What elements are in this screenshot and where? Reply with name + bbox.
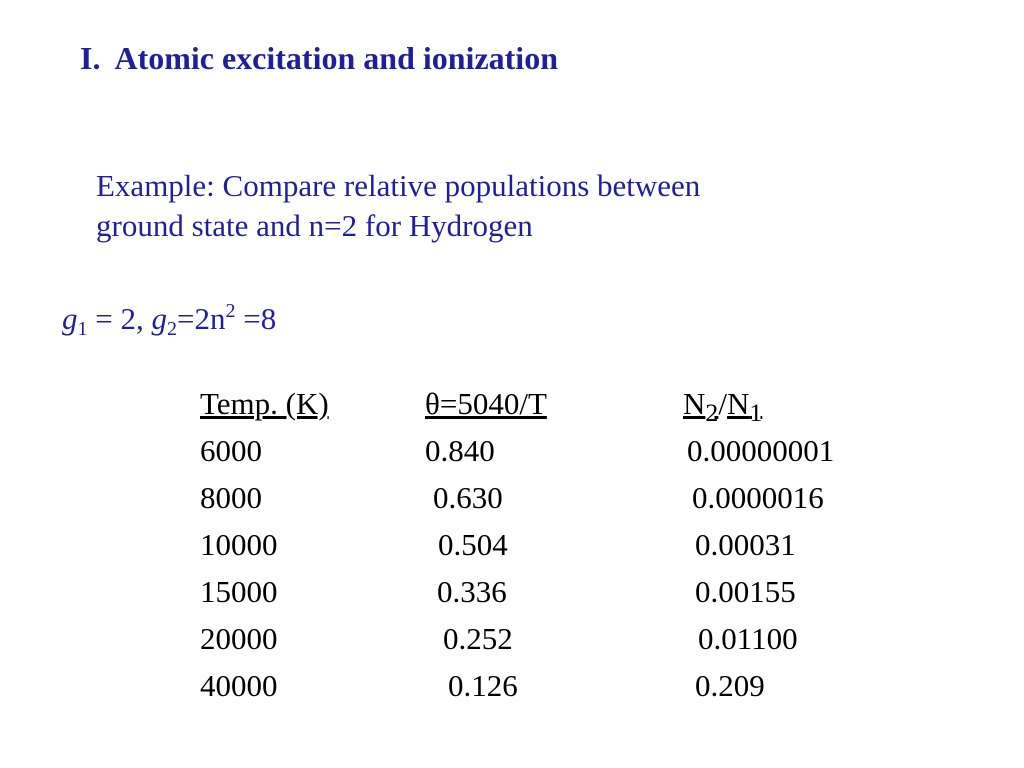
cell-temp: 8000: [200, 480, 262, 515]
title-number: I.: [80, 40, 101, 76]
formula-part-1: = 2,: [87, 301, 152, 336]
ratio-sub-2: 2: [705, 398, 719, 428]
cell-ratio: 0.00000001: [687, 433, 835, 468]
table-row: [200, 568, 900, 615]
table-row: [200, 521, 900, 568]
formula-exponent: 2: [225, 300, 236, 322]
ratio-n2: N: [683, 386, 706, 421]
degeneracy-formula: [62, 300, 276, 341]
example-text: [96, 166, 700, 246]
formula-part-2: =2n: [176, 301, 226, 336]
header-theta: θ=5040/T: [425, 386, 547, 421]
header-temp: Temp. (K): [200, 386, 329, 421]
ratio-n1: N: [726, 386, 750, 421]
cell-ratio: 0.209: [695, 668, 765, 703]
g1-symbol: g: [62, 301, 78, 336]
g2-subscript: 2: [166, 318, 177, 340]
cell-temp: 10000: [200, 527, 278, 562]
table-row: [200, 662, 900, 709]
table-row: [200, 474, 900, 521]
g2-symbol: g: [151, 301, 167, 336]
cell-theta: 0.504: [438, 527, 508, 562]
population-table: [200, 380, 900, 709]
cell-theta: 0.252: [443, 621, 513, 656]
table-row: [200, 427, 900, 474]
cell-temp: 20000: [200, 621, 278, 656]
cell-temp: 15000: [200, 574, 278, 609]
table-header-row: [200, 380, 900, 427]
cell-ratio: 0.00155: [695, 574, 796, 609]
cell-theta: 0.630: [433, 480, 503, 515]
slide-title: [80, 40, 558, 77]
g1-subscript: 1: [77, 318, 88, 340]
ratio-slash: /: [718, 386, 727, 421]
cell-ratio: 0.01100: [698, 621, 798, 656]
cell-temp: 6000: [200, 433, 262, 468]
formula-part-3: =8: [235, 301, 277, 336]
ratio-sub-1: 1: [749, 398, 763, 428]
table-row: [200, 615, 900, 662]
cell-theta: 0.126: [448, 668, 518, 703]
cell-temp: 40000: [200, 668, 278, 703]
title-text: Atomic excitation and ionization: [114, 40, 558, 76]
cell-theta: 0.336: [437, 574, 507, 609]
cell-theta: 0.840: [425, 433, 495, 468]
example-line-2: ground state and n=2 for Hydrogen: [96, 208, 533, 243]
cell-ratio: 0.0000016: [692, 480, 824, 515]
example-line-1: Example: Compare relative populations between: [96, 168, 701, 203]
cell-ratio: 0.00031: [695, 527, 796, 562]
